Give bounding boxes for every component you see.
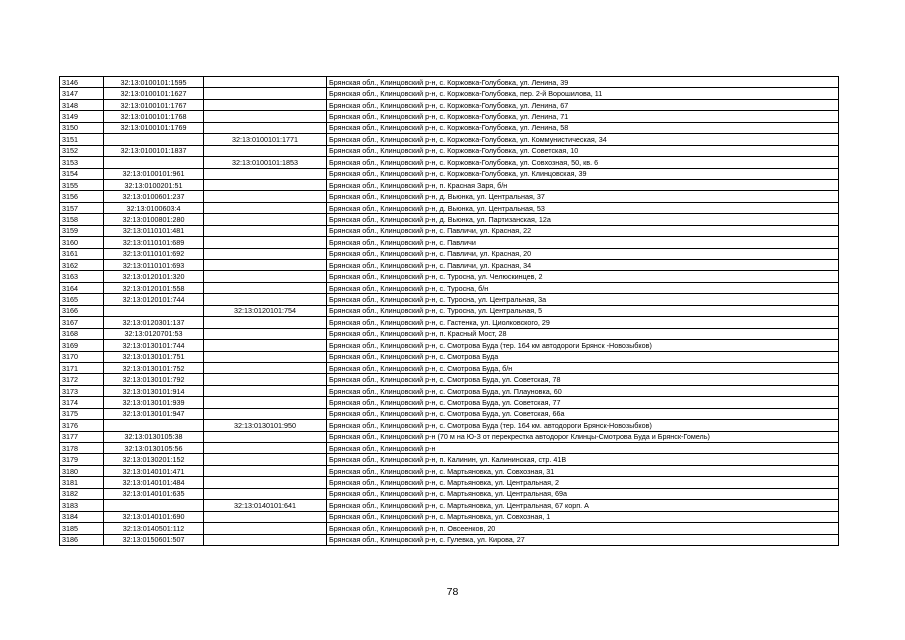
- table-row: [60, 523, 839, 534]
- row-number-cell: 3177: [60, 431, 104, 442]
- cadastral-number-alt-cell: [204, 271, 327, 282]
- cadastral-number-cell: 32:13:0120101:744: [104, 294, 204, 305]
- row-number-cell: 3182: [60, 488, 104, 499]
- address-cell: Брянская обл., Клинцовский р-н, с. Мартьяновка, ул. Центральная, 69а: [327, 488, 839, 499]
- cadastral-number-alt-cell: [204, 122, 327, 133]
- table-row: [60, 260, 839, 271]
- cadastral-number-alt-cell: [204, 465, 327, 476]
- address-cell: Брянская обл., Клинцовский р-н, с. Коржовка-Голубовка, ул. Ленина, 39: [327, 77, 839, 88]
- table-row: [60, 202, 839, 213]
- cadastral-number-alt-cell: [204, 488, 327, 499]
- address-cell: Брянская обл., Клинцовский р-н, с. Мартьяновка, ул. Совхозная, 1: [327, 511, 839, 522]
- cadastral-number-alt-cell: [204, 443, 327, 454]
- address-cell: Брянская обл., Клинцовский р-н, с. Мартьяновка, ул. Центральная, 2: [327, 477, 839, 488]
- address-cell: Брянская обл., Клинцовский р-н, д. Вьюнка, ул. Партизанская, 12а: [327, 214, 839, 225]
- cadastral-number-cell: [104, 420, 204, 431]
- cadastral-number-alt-cell: [204, 294, 327, 305]
- table-row: [60, 397, 839, 408]
- table-row: [60, 99, 839, 110]
- table-row: [60, 317, 839, 328]
- page-number: 78: [446, 586, 459, 598]
- row-number-cell: 3152: [60, 145, 104, 156]
- table-row: [60, 237, 839, 248]
- row-number-cell: 3147: [60, 88, 104, 99]
- address-cell: Брянская обл., Клинцовский р-н, с. Коржовка-Голубовка, ул. Совхозная, 50, кв. 6: [327, 157, 839, 168]
- cadastral-number-cell: 32:13:0140501:112: [104, 523, 204, 534]
- address-cell: Брянская обл., Клинцовский р-н, с. Мартьяновка, ул. Совхозная, 31: [327, 465, 839, 476]
- table-row: [60, 271, 839, 282]
- address-cell: Брянская обл., Клинцовский р-н, п. Овсеенков, 20: [327, 523, 839, 534]
- cadastral-number-cell: 32:13:0100101:1769: [104, 122, 204, 133]
- address-cell: Брянская обл., Клинцовский р-н, с. Туросна, ул. Центральная, 3а: [327, 294, 839, 305]
- cadastral-number-alt-cell: [204, 397, 327, 408]
- cadastral-number-cell: 32:13:0100101:961: [104, 168, 204, 179]
- cadastral-number-cell: [104, 500, 204, 511]
- address-cell: Брянская обл., Клинцовский р-н, с. Коржовка-Голубовка, ул. Ленина, 67: [327, 99, 839, 110]
- cadastral-number-cell: 32:13:0140101:484: [104, 477, 204, 488]
- address-cell: Брянская обл., Клинцовский р-н, с. Туросна, ул. Челюскинцев, 2: [327, 271, 839, 282]
- address-cell: Брянская обл., Клинцовский р-н, с. Коржовка-Голубовка, ул. Советская, 10: [327, 145, 839, 156]
- address-cell: Брянская обл., Клинцовский р-н, с. Смотрова Буда, ул. Советская, 78: [327, 374, 839, 385]
- table-row: [60, 465, 839, 476]
- cadastral-number-cell: 32:13:0120101:320: [104, 271, 204, 282]
- row-number-cell: 3180: [60, 465, 104, 476]
- table-row: [60, 454, 839, 465]
- row-number-cell: 3169: [60, 340, 104, 351]
- cadastral-number-cell: 32:13:0100101:1627: [104, 88, 204, 99]
- cadastral-number-cell: 32:13:0130105:38: [104, 431, 204, 442]
- table-row: [60, 191, 839, 202]
- cadastral-number-cell: 32:13:0130101:947: [104, 408, 204, 419]
- cadastral-number-cell: 32:13:0100101:1767: [104, 99, 204, 110]
- table-row: [60, 534, 839, 545]
- cadastral-number-alt-cell: 32:13:0120101:754: [204, 305, 327, 316]
- cadastral-number-cell: 32:13:0110101:692: [104, 248, 204, 259]
- cadastral-number-cell: 32:13:0130105:56: [104, 443, 204, 454]
- cadastral-number-cell: [104, 157, 204, 168]
- cadastral-number-alt-cell: [204, 385, 327, 396]
- cadastral-number-cell: 32:13:0100101:1837: [104, 145, 204, 156]
- cadastral-number-alt-cell: [204, 534, 327, 545]
- address-cell: Брянская обл., Клинцовский р-н, п. Красный Мост, 28: [327, 328, 839, 339]
- row-number-cell: 3158: [60, 214, 104, 225]
- table-row: [60, 294, 839, 305]
- cadastral-number-alt-cell: [204, 328, 327, 339]
- row-number-cell: 3156: [60, 191, 104, 202]
- row-number-cell: 3166: [60, 305, 104, 316]
- row-number-cell: 3185: [60, 523, 104, 534]
- table-row: [60, 214, 839, 225]
- address-cell: Брянская обл., Клинцовский р-н, с. Смотрова Буда: [327, 351, 839, 362]
- address-cell: Брянская обл., Клинцовский р-н, с. Смотрова Буда (тер. 164 км. автодороги Брянск-Новозыбков): [327, 420, 839, 431]
- row-number-cell: 3165: [60, 294, 104, 305]
- table-row: [60, 282, 839, 293]
- cadastral-number-alt-cell: [204, 523, 327, 534]
- row-number-cell: 3154: [60, 168, 104, 179]
- cadastral-number-cell: 32:13:0110101:689: [104, 237, 204, 248]
- address-cell: Брянская обл., Клинцовский р-н, с. Павличи: [327, 237, 839, 248]
- address-cell: Брянская обл., Клинцовский р-н, с. Смотрова Буда, ул. Советская, 66а: [327, 408, 839, 419]
- table-row: [60, 488, 839, 499]
- table-body: [60, 77, 839, 546]
- row-number-cell: 3163: [60, 271, 104, 282]
- cadastral-number-alt-cell: [204, 511, 327, 522]
- cadastral-number-alt-cell: 32:13:0100101:1853: [204, 157, 327, 168]
- row-number-cell: 3175: [60, 408, 104, 419]
- row-number-cell: 3179: [60, 454, 104, 465]
- address-cell: Брянская обл., Клинцовский р-н, с. Коржовка-Голубовка, ул. Клинцовская, 39: [327, 168, 839, 179]
- cadastral-number-alt-cell: [204, 202, 327, 213]
- table-row: [60, 340, 839, 351]
- cadastral-number-alt-cell: [204, 237, 327, 248]
- cadastral-number-alt-cell: [204, 454, 327, 465]
- row-number-cell: 3168: [60, 328, 104, 339]
- cadastral-number-cell: 32:13:0130101:792: [104, 374, 204, 385]
- table-row: [60, 248, 839, 259]
- row-number-cell: 3155: [60, 179, 104, 190]
- cadastral-number-cell: 32:13:0100201:51: [104, 179, 204, 190]
- address-cell: Брянская обл., Клинцовский р-н, д. Вьюнка, ул. Центральная, 53: [327, 202, 839, 213]
- address-cell: Брянская обл., Клинцовский р-н, д. Вьюнка, ул. Центральная, 37: [327, 191, 839, 202]
- cadastral-number-alt-cell: [204, 408, 327, 419]
- row-number-cell: 3159: [60, 225, 104, 236]
- cadastral-number-cell: 32:13:0130101:752: [104, 362, 204, 373]
- cadastral-number-alt-cell: [204, 317, 327, 328]
- cadastral-number-cell: 32:13:0140101:635: [104, 488, 204, 499]
- row-number-cell: 3146: [60, 77, 104, 88]
- address-cell: Брянская обл., Клинцовский р-н (70 м на Ю-З от перекрестка автодорог Клинцы-Смотрова Буда и Брянск-Гомель): [327, 431, 839, 442]
- table-row: [60, 511, 839, 522]
- property-register-table: [59, 76, 839, 546]
- row-number-cell: 3171: [60, 362, 104, 373]
- cadastral-number-cell: 32:13:0100101:1768: [104, 111, 204, 122]
- row-number-cell: 3170: [60, 351, 104, 362]
- row-number-cell: 3164: [60, 282, 104, 293]
- address-cell: Брянская обл., Клинцовский р-н, с. Туросна, б/н: [327, 282, 839, 293]
- cadastral-number-cell: 32:13:0130101:744: [104, 340, 204, 351]
- cadastral-number-alt-cell: [204, 77, 327, 88]
- table-row: [60, 145, 839, 156]
- cadastral-number-cell: 32:13:0130101:914: [104, 385, 204, 396]
- table-row: [60, 122, 839, 133]
- table-row: [60, 305, 839, 316]
- cadastral-number-alt-cell: [204, 362, 327, 373]
- table-row: [60, 134, 839, 145]
- cadastral-number-cell: 32:13:0150601:507: [104, 534, 204, 545]
- address-cell: Брянская обл., Клинцовский р-н, с. Коржовка-Голубовка, ул. Ленина, 58: [327, 122, 839, 133]
- cadastral-number-alt-cell: [204, 179, 327, 190]
- cadastral-number-cell: 32:13:0100801:280: [104, 214, 204, 225]
- table-row: [60, 328, 839, 339]
- cadastral-number-alt-cell: [204, 111, 327, 122]
- cadastral-number-cell: 32:13:0130101:751: [104, 351, 204, 362]
- table-row: [60, 88, 839, 99]
- row-number-cell: 3174: [60, 397, 104, 408]
- table-row: [60, 431, 839, 442]
- row-number-cell: 3167: [60, 317, 104, 328]
- table-row: [60, 351, 839, 362]
- row-number-cell: 3161: [60, 248, 104, 259]
- cadastral-number-alt-cell: [204, 351, 327, 362]
- cadastral-number-cell: 32:13:0120701:53: [104, 328, 204, 339]
- cadastral-number-alt-cell: 32:13:0100101:1771: [204, 134, 327, 145]
- table-row: [60, 179, 839, 190]
- row-number-cell: 3149: [60, 111, 104, 122]
- cadastral-number-alt-cell: [204, 260, 327, 271]
- cadastral-number-alt-cell: [204, 191, 327, 202]
- table-row: [60, 477, 839, 488]
- cadastral-number-cell: 32:13:0120301:137: [104, 317, 204, 328]
- row-number-cell: 3151: [60, 134, 104, 145]
- cadastral-number-alt-cell: [204, 477, 327, 488]
- row-number-cell: 3148: [60, 99, 104, 110]
- table-row: [60, 362, 839, 373]
- address-cell: Брянская обл., Клинцовский р-н, с. Смотрова Буда, ул. Советская, 77: [327, 397, 839, 408]
- cadastral-number-alt-cell: [204, 214, 327, 225]
- table-row: [60, 420, 839, 431]
- table-row: [60, 111, 839, 122]
- cadastral-number-alt-cell: [204, 145, 327, 156]
- cadastral-number-alt-cell: [204, 99, 327, 110]
- row-number-cell: 3183: [60, 500, 104, 511]
- address-cell: Брянская обл., Клинцовский р-н, с. Коржовка-Голубовка, пер. 2-й Ворошилова, 11: [327, 88, 839, 99]
- cadastral-number-alt-cell: 32:13:0140101:641: [204, 500, 327, 511]
- cadastral-number-cell: [104, 134, 204, 145]
- address-cell: Брянская обл., Клинцовский р-н, п. Калинин, ул. Калининская, стр. 41В: [327, 454, 839, 465]
- row-number-cell: 3162: [60, 260, 104, 271]
- address-cell: Брянская обл., Клинцовский р-н, п. Красная Заря, б/н: [327, 179, 839, 190]
- row-number-cell: 3153: [60, 157, 104, 168]
- cadastral-number-cell: 32:13:0130201:152: [104, 454, 204, 465]
- cadastral-number-cell: 32:13:0140101:690: [104, 511, 204, 522]
- address-cell: Брянская обл., Клинцовский р-н, с. Туросна, ул. Центральная, 5: [327, 305, 839, 316]
- cadastral-number-alt-cell: [204, 225, 327, 236]
- address-cell: Брянская обл., Клинцовский р-н, с. Мартьяновка, ул. Центральная, 67 корп. А: [327, 500, 839, 511]
- cadastral-number-alt-cell: [204, 88, 327, 99]
- table-row: [60, 443, 839, 454]
- address-cell: Брянская обл., Клинцовский р-н, с. Коржовка-Голубовка, ул. Ленина, 71: [327, 111, 839, 122]
- address-cell: Брянская обл., Клинцовский р-н, с. Павличи, ул. Красная, 34: [327, 260, 839, 271]
- cadastral-number-cell: 32:13:0100603:4: [104, 202, 204, 213]
- cadastral-number-alt-cell: [204, 340, 327, 351]
- row-number-cell: 3160: [60, 237, 104, 248]
- address-cell: Брянская обл., Клинцовский р-н, с. Павличи, ул. Красная, 22: [327, 225, 839, 236]
- table-row: [60, 157, 839, 168]
- row-number-cell: 3178: [60, 443, 104, 454]
- cadastral-number-cell: 32:13:0100101:1595: [104, 77, 204, 88]
- table-row: [60, 385, 839, 396]
- row-number-cell: 3184: [60, 511, 104, 522]
- cadastral-number-cell: 32:13:0130101:939: [104, 397, 204, 408]
- row-number-cell: 3176: [60, 420, 104, 431]
- address-cell: Брянская обл., Клинцовский р-н, с. Смотрова Буда, ул. Плауновка, 60: [327, 385, 839, 396]
- address-cell: Брянская обл., Клинцовский р-н, с. Гулевка, ул. Кирова, 27: [327, 534, 839, 545]
- cadastral-number-alt-cell: [204, 248, 327, 259]
- row-number-cell: 3150: [60, 122, 104, 133]
- address-cell: Брянская обл., Клинцовский р-н, с. Павличи, ул. Красная, 20: [327, 248, 839, 259]
- address-cell: Брянская обл., Клинцовский р-н, с. Смотрова Буда, б/н: [327, 362, 839, 373]
- row-number-cell: 3173: [60, 385, 104, 396]
- address-cell: Брянская обл., Клинцовский р-н, с. Смотрова Буда (тер. 164 км автодороги Брянск -Новозыбков): [327, 340, 839, 351]
- cadastral-number-alt-cell: [204, 168, 327, 179]
- cadastral-number-alt-cell: 32:13:0130101:950: [204, 420, 327, 431]
- table-row: [60, 408, 839, 419]
- table-row: [60, 168, 839, 179]
- row-number-cell: 3172: [60, 374, 104, 385]
- table-row: [60, 225, 839, 236]
- cadastral-number-cell: 32:13:0110101:693: [104, 260, 204, 271]
- table-row: [60, 500, 839, 511]
- address-cell: Брянская обл., Клинцовский р-н: [327, 443, 839, 454]
- cadastral-number-alt-cell: [204, 431, 327, 442]
- table-row: [60, 77, 839, 88]
- row-number-cell: 3181: [60, 477, 104, 488]
- cadastral-number-cell: 32:13:0110101:481: [104, 225, 204, 236]
- row-number-cell: 3157: [60, 202, 104, 213]
- cadastral-number-cell: 32:13:0100601:237: [104, 191, 204, 202]
- cadastral-number-alt-cell: [204, 282, 327, 293]
- cadastral-number-alt-cell: [204, 374, 327, 385]
- row-number-cell: 3186: [60, 534, 104, 545]
- cadastral-number-cell: 32:13:0120101:558: [104, 282, 204, 293]
- cadastral-number-cell: [104, 305, 204, 316]
- table-row: [60, 374, 839, 385]
- address-cell: Брянская обл., Клинцовский р-н, с. Гастенка, ул. Циолковского, 29: [327, 317, 839, 328]
- cadastral-number-cell: 32:13:0140101:471: [104, 465, 204, 476]
- address-cell: Брянская обл., Клинцовский р-н, с. Коржовка-Голубовка, ул. Коммунистическая, 34: [327, 134, 839, 145]
